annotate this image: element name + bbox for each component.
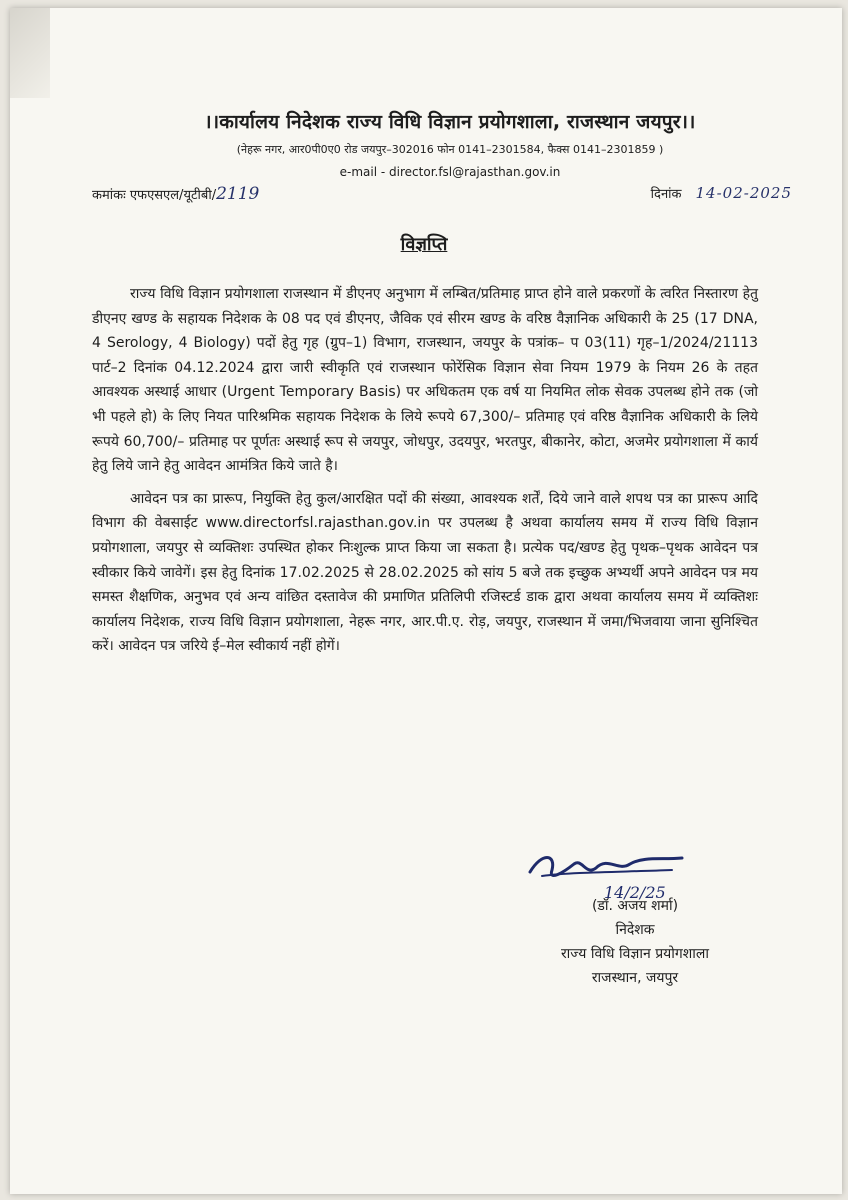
signature-date: 14/2/25 — [604, 883, 666, 902]
reference-line — [92, 180, 792, 210]
reference-handwritten-number: 2119 — [216, 184, 260, 204]
signatory-name: (डॉ. अजय शर्मा) — [591, 898, 679, 914]
reference-number — [92, 184, 259, 204]
paragraph-2: आवेदन पत्र का प्रारूप, नियुक्ति हेतु कुल/आरक्षित पदों की संख्या, आवश्यक शर्तें, दिये जाने वाले शपथ पत्र का प्रारूप आदि विभाग की वेबसाईट www.directorfsl.rajasthan.gov.in पर उपलब्ध है अथवा कार्यालय समय में राज्य विधि विज्ञान प्रयोगशाला, जयपुर से व्यक्तिशः उपस्थित होकर निःशुल्क प्राप्त किया जा सकता है। प्रत्येक पद/खण्ड हेतु पृथक–पृथक आवेदन पत्र स्वीकार किये जावेगें। इस हेतु दिनांक 17.02.2025 से 28.02.2025 को सांय 5 बजे तक इच्छुक अभ्यर्थी अपने आवेदन पत्र मय समस्त शैक्षणिक, अनुभव एवं अन्य वांछित दस्तावेज की प्रमाणित प्रतिलिपी रजिस्टर्ड डाक द्वारा अथवा कार्यालय समय में व्यक्तिशः कार्यालय निदेशक, राज्य विधि विज्ञान प्रयोगशाला, नेहरू नगर, आर.पी.ए. रोड़, जयपुर, राजस्थान में जमा/भिजवाया जाना सुनिश्चित करें। आवेदन पत्र जरिये ई–मेल स्वीकार्य नहीं होगें। — [92, 490, 758, 655]
notice-heading: विज्ञप्ति — [400, 234, 448, 255]
notice-heading-wrap — [0, 232, 848, 256]
reference-label: कमांकः एफएसएल/यूटीबी/ — [92, 188, 217, 203]
signatory-place: राजस्थान, जयपुर — [591, 970, 679, 986]
scan-shadow — [10, 8, 50, 98]
office-email: e-mail - director.fsl@rajasthan.gov.in — [339, 165, 561, 179]
signatory-block — [520, 894, 750, 990]
date-field — [651, 184, 792, 202]
signatory-office: राज्य विधि विज्ञान प्रयोगशाला — [560, 946, 710, 962]
notice-body — [92, 282, 758, 667]
letterhead — [120, 108, 780, 179]
office-title: ।।कार्यालय निदेशक राज्य विधि विज्ञान प्रयोगशाला, राजस्थान जयपुर।। — [204, 111, 696, 133]
date-label: दिनांक — [650, 187, 682, 202]
office-address: (नेहरू नगर, आर0पी0ए0 रोड जयपुर–302016 फोन 0141–2301584, फैक्स 0141–2301859 ) — [236, 143, 664, 156]
date-handwritten-value: 14-02-2025 — [695, 184, 792, 202]
signatory-designation: निदेशक — [615, 922, 655, 938]
paragraph-1: राज्य विधि विज्ञान प्रयोगशाला राजस्थान में डीएनए अनुभाग में लम्बित/प्रतिमाह प्राप्त होने वाले प्रकरणों के त्वरित निस्तारण हेतु डीएनए खण्ड के सहायक निदेशक के 08 पद एवं डीएनए, जैविक एवं सीरम खण्ड के वरिष्ठ वैज्ञानिक अधिकारी के 25 (17 DNA, 4 Serology, 4 Biology) पदों हेतु गृह (ग्रुप–1) विभाग, राजस्थान, जयपुर के पत्रांक– प 03(11) गृह–1/2024/21113 पार्ट–2 दिनांक 04.12.2024 द्वारा जारी स्वीकृति एवं राजस्थान फोरेंसिक विज्ञान सेवा नियम 1979 के नियम 26 के तहत आवश्यक अस्थाई आधार (Urgent Temporary Basis) पर अधिकतम एक वर्ष या नियमित लोक सेवक उपलब्ध होने तक (जो भी पहले हो) के लिए नियत पारिश्रमिक सहायक निदेशक के लिये रूपये 67,300/– प्रतिमाह एवं वरिष्ठ वैज्ञानिक अधिकारी के लिये रूपये 60,700/– प्रतिमाह पर पूर्णतः अस्थाई रूप से जयपुर, जोधपुर, उदयपुर, भरतपुर, बीकानेर, कोटा, अजमेर प्रयोगशाला में कार्य हेतु लिये जाने हेतु आवेदन आमंत्रित किये जाते है। — [92, 286, 758, 475]
